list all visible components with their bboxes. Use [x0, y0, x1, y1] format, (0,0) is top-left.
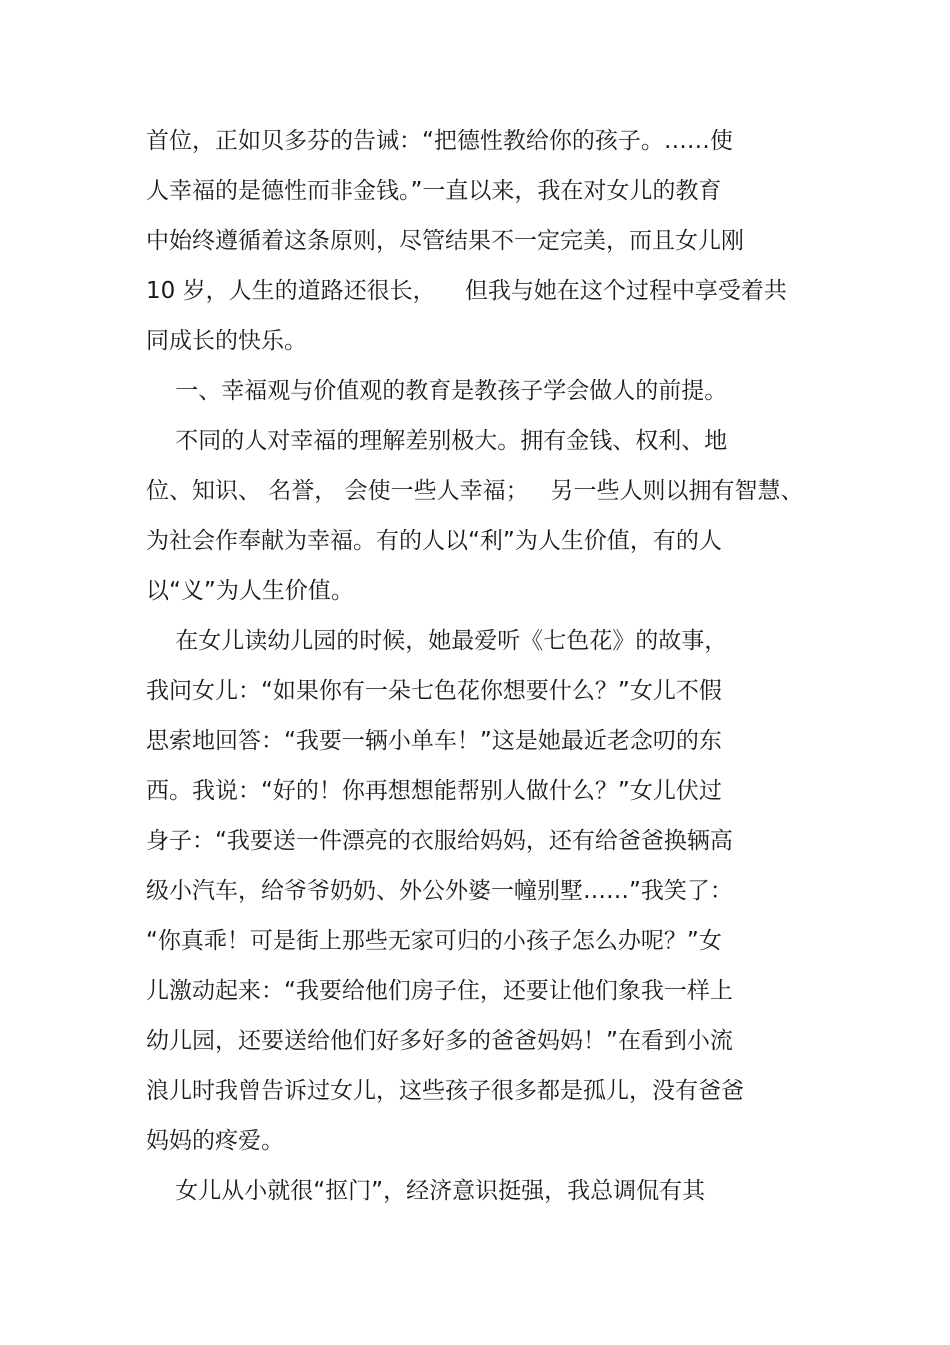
text-line: 以“义”为人生价值。 [146, 578, 354, 604]
section-heading: 一、幸福观与价值观的教育是教孩子学会做人的前提。 [146, 378, 728, 404]
text-line: 中始终遵循着这条原则，尽管结果不一定完美，而且女儿刚 [146, 228, 744, 254]
text-line: 我问女儿：“如果你有一朵七色花你想要什么？”女儿不假 [146, 678, 722, 704]
text-line: 儿激动起来：“我要给他们房子住，还要让他们象我一样上 [146, 978, 733, 1004]
text-line: 人幸福的是德性而非金钱。”一直以来，我在对女儿的教育 [146, 178, 722, 204]
text-line: 不同的人对幸福的理解差别极大。拥有金钱、权利、地 [146, 428, 728, 454]
text-line: 女儿从小就很“抠门”，经济意识挺强，我总调侃有其 [146, 1178, 706, 1204]
text-line: 级小汽车，给爷爷奶奶、外公外婆一幢别墅……”我笑了： [146, 878, 733, 904]
text-line: 位、知识、 名誉， 会使一些人幸福； 另一些人则以拥有智慧、 [146, 478, 804, 504]
text-line: 首位，正如贝多芬的告诫：“把德性教给你的孩子。……使 [146, 128, 733, 154]
text-line: “你真乖！可是街上那些无家可归的小孩子怎么办呢？”女 [146, 928, 722, 954]
text-line: 为社会作奉献为幸福。有的人以“利”为人生价值，有的人 [146, 528, 722, 554]
text-line: 妈妈的疼爱。 [146, 1128, 284, 1154]
text-line: 在女儿读幼儿园的时候，她最爱听《七色花》的故事， [146, 628, 728, 654]
text-line: 幼儿园，还要送给他们好多好多的爸爸妈妈！”在看到小流 [146, 1028, 733, 1054]
text-line: 浪儿时我曾告诉过女儿，这些孩子很多都是孤儿，没有爸爸 [146, 1078, 744, 1104]
text-line: 同成长的快乐。 [146, 328, 307, 354]
text-line: 思索地回答：“我要一辆小单车！”这是她最近老念叨的东 [146, 728, 722, 754]
text-line: 10 岁，人生的道路还很长， 但我与她在这个过程中享受着共 [146, 278, 787, 304]
text-line: 身子：“我要送一件漂亮的衣服给妈妈，还有给爸爸换辆高 [146, 828, 733, 854]
text-line: 西。我说：“好的！你再想想能帮别人做什么？”女儿伏过 [146, 778, 722, 804]
